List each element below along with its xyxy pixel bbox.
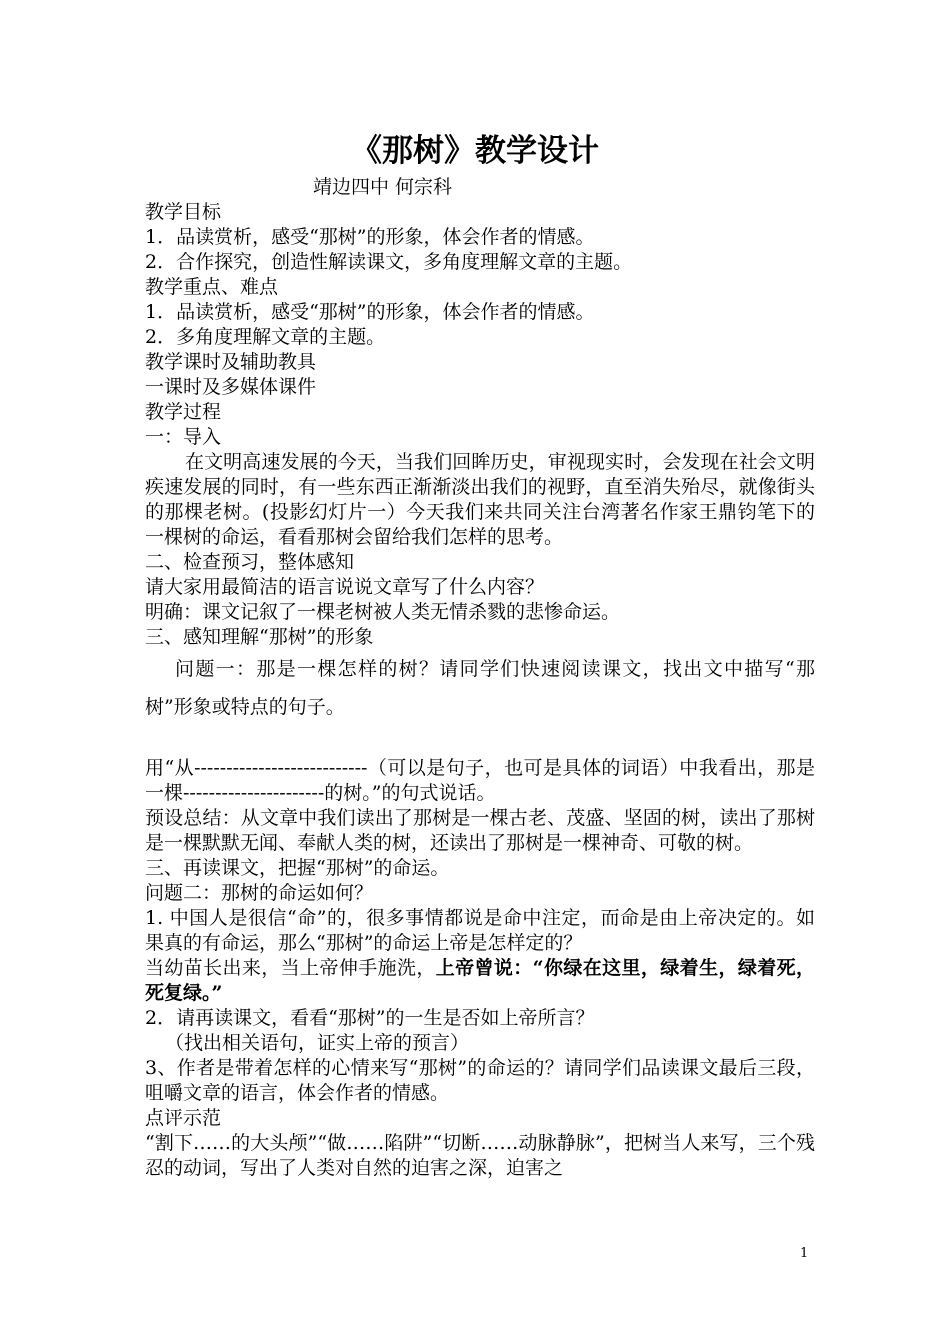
heading-key-points: 教学重点、难点 bbox=[145, 276, 279, 298]
fate-item-1: 1. 中国人是很信“命”的，很多事情都说是命中注定，而命是由上帝决定的。如果真的有命运，那么“那树”的命运上帝是怎样定的？ bbox=[145, 907, 815, 954]
heading-comment-example: 点评示范 bbox=[145, 1107, 222, 1129]
heading-teaching-process: 教学过程 bbox=[145, 401, 222, 423]
introduction-paragraph: 在文明高速发展的今天，当我们回眸历史，审视现实时，会发现在社会文明疾速发展的同时，有一些东西正渐渐淡出我们的视野，直至消失殆尽，就像街头的那棵老树。(投影幻灯片一）今天我们来共同关注台湾著名作家王鼎钧笔下的一棵树的命运，看看那树会留给我们怎样的思考。 bbox=[145, 451, 815, 548]
lesson-hours-text: 一课时及多媒体课件 bbox=[145, 376, 317, 398]
sentence-pattern-exercise: 用“从---------------------------（可以是句子，也可是具体的词语）中我看出，那是一棵----------------------的树。”的句式说话。 bbox=[145, 757, 815, 804]
comment-example-text: “割下……的大头颅”“做……陷阱”“切断……动脉静脉”，把树当人来写，三个残忍的动词，写出了人类对自然的迫害之深，迫害之 bbox=[145, 1132, 815, 1179]
page-number: 1 bbox=[800, 1246, 809, 1261]
author-line: 靖边四中 何宗科 bbox=[313, 176, 453, 198]
question-two: 问题二：那树的命运如何？ bbox=[145, 882, 374, 904]
fate-item-2: 2．请再读课文，看看“那树”的一生是否如上帝所言？ bbox=[145, 1007, 595, 1029]
heading-lesson-hours: 教学课时及辅助教具 bbox=[145, 351, 317, 373]
preset-summary: 预设总结：从文章中我们读出了那树是一棵古老、茂盛、坚固的树，读出了那树是一棵默默无闻、奉献人类的树，还读出了那树是一棵神奇、可敬的树。 bbox=[145, 807, 815, 854]
god-quote-bold: 上帝曾说：“你绿在这里，绿着生，绿着死，死复绿。” bbox=[145, 957, 815, 1004]
goal-item-2: 2．合作探究，创造性解读课文，多角度理解文章的主题。 bbox=[145, 251, 633, 273]
fate-item-2-note: （找出相关语句，证实上帝的预言） bbox=[165, 1032, 470, 1054]
section-tree-fate: 三、再读课文，把握“那树”的命运。 bbox=[145, 857, 450, 879]
fate-item-3: 3、作者是带着怎样的心情来写“那树”的命运的？请同学们品读课文最后三段，咀嚼文章的语言，体会作者的情感。 bbox=[145, 1057, 815, 1104]
key-point-item-2: 2．多角度理解文章的主题。 bbox=[145, 326, 386, 348]
preview-answer: 明确：课文记叙了一棵老树被人类无情杀戮的悲惨命运。 bbox=[145, 601, 621, 623]
question-one: 问题一：那是一棵怎样的树？请同学们快速阅读课文，找出文中描写“那树”形象或特点的句子。 bbox=[145, 658, 815, 718]
goal-item-1: 1．品读赏析，感受“那树”的形象，体会作者的情感。 bbox=[145, 226, 595, 248]
document-body bbox=[145, 200, 815, 1181]
preview-question: 请大家用最简洁的语言说说文章写了什么内容？ bbox=[145, 576, 545, 598]
key-point-item-1: 1．品读赏析，感受“那树”的形象，体会作者的情感。 bbox=[145, 301, 595, 323]
god-quote-lead: 当幼苗长出来，当上帝伸手施洗， bbox=[145, 957, 436, 979]
heading-teaching-goals: 教学目标 bbox=[145, 201, 222, 223]
section-preview-check: 二、检查预习，整体感知 bbox=[145, 551, 355, 573]
god-quote-paragraph bbox=[145, 956, 815, 1006]
section-introduction: 一：导入 bbox=[145, 426, 222, 448]
section-tree-image: 三、感知理解“那树”的形象 bbox=[145, 626, 374, 648]
document-title: 《那树》教学设计 bbox=[351, 133, 599, 169]
